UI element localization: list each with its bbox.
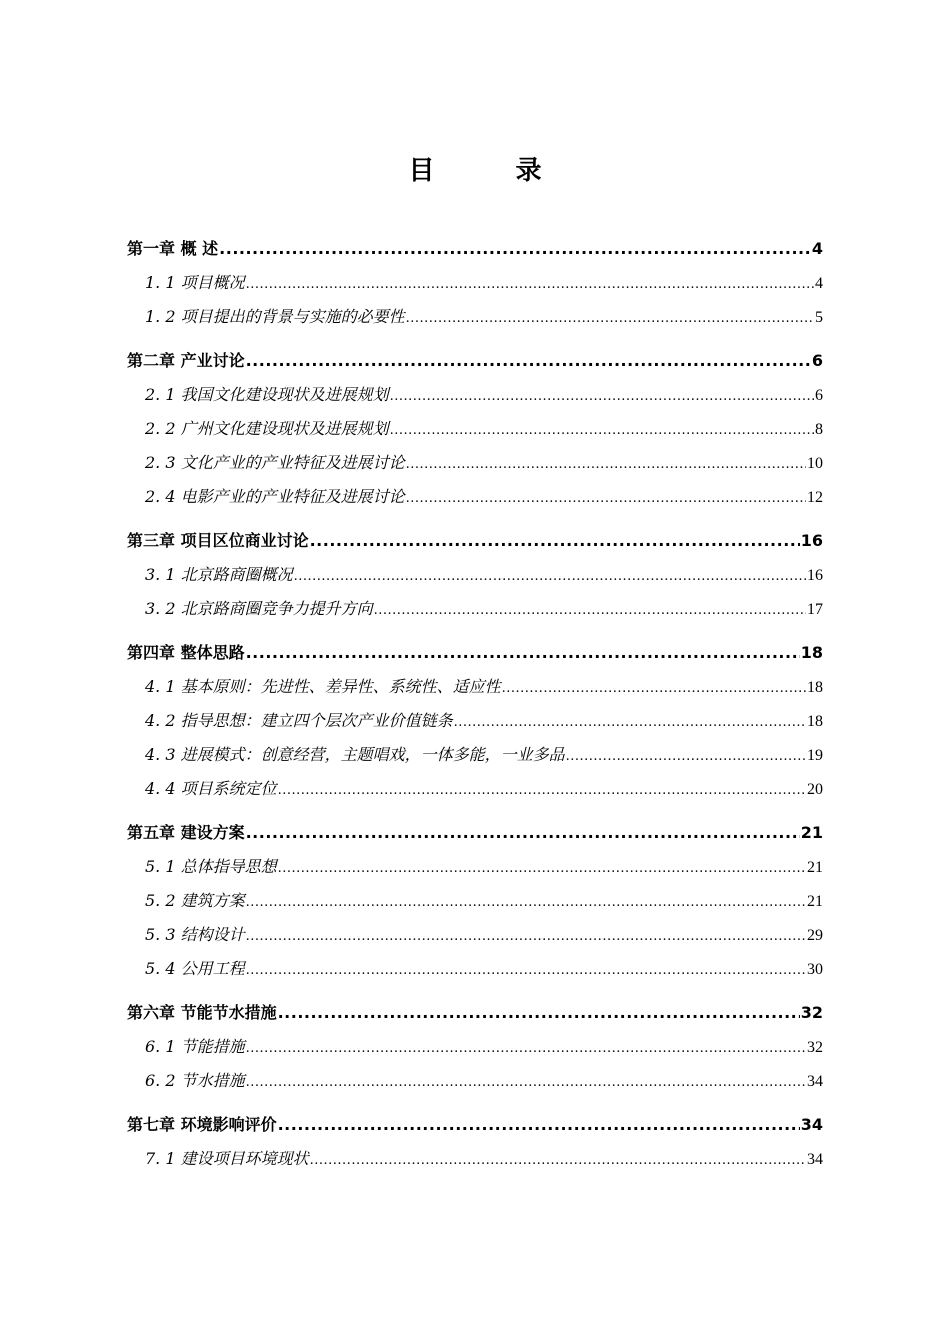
toc-chapter-entry[interactable] (127, 232, 823, 266)
toc-chapter-label: 第五章 建设方案 (127, 823, 245, 842)
toc-chapter-label: 第六章 节能节水措施 (127, 1003, 277, 1022)
toc-page-number: 8 (815, 421, 823, 438)
toc-leader-dots (246, 1032, 806, 1066)
toc-section-entry[interactable] (127, 738, 823, 772)
toc-leader-dots (502, 672, 806, 706)
toc-leader-dots (246, 816, 800, 850)
toc-section-label: 5. 3 结构设计 (145, 925, 245, 944)
toc-chapter-entry[interactable] (127, 816, 823, 850)
toc-leader-dots (246, 954, 806, 988)
toc-page-number: 6 (811, 351, 823, 370)
table-of-contents (127, 232, 823, 1176)
toc-section-label: 4. 3 进展模式：创意经营，主题唱戏，一体多能，一业多品 (145, 745, 565, 764)
toc-chapter-entry[interactable] (127, 524, 823, 558)
toc-chapter-entry[interactable] (127, 1108, 823, 1142)
toc-section-entry[interactable] (127, 850, 823, 884)
toc-section-entry[interactable] (127, 670, 823, 704)
toc-page-number: 12 (807, 489, 823, 506)
toc-section-entry[interactable] (127, 1030, 823, 1064)
toc-leader-dots (406, 302, 814, 336)
toc-page-number: 34 (807, 1073, 823, 1090)
toc-leader-dots (246, 886, 806, 920)
toc-page-number: 34 (800, 1115, 823, 1134)
toc-chapter-label: 第二章 产业讨论 (127, 351, 245, 370)
toc-page-number: 17 (807, 601, 823, 618)
toc-leader-dots (246, 344, 811, 378)
toc-page-number: 32 (800, 1003, 823, 1022)
toc-leader-dots (246, 636, 800, 670)
toc-section-label: 6. 1 节能措施 (145, 1037, 245, 1056)
toc-page-number: 20 (807, 781, 823, 798)
toc-section-entry[interactable] (127, 266, 823, 300)
toc-page-number: 21 (807, 893, 823, 910)
toc-leader-dots (246, 1066, 806, 1100)
toc-leader-dots (566, 740, 806, 774)
toc-section-label: 5. 1 总体指导思想 (145, 857, 277, 876)
toc-page-number: 30 (807, 961, 823, 978)
toc-leader-dots (246, 920, 806, 954)
toc-page-number: 18 (800, 643, 823, 662)
toc-page-number: 18 (807, 713, 823, 730)
toc-chapter-entry[interactable] (127, 344, 823, 378)
toc-section-label: 5. 4 公用工程 (145, 959, 245, 978)
toc-section-label: 3. 1 北京路商圈概况 (145, 565, 293, 584)
toc-leader-dots (278, 852, 806, 886)
toc-leader-dots (310, 1144, 806, 1178)
toc-page-number: 29 (807, 927, 823, 944)
toc-leader-dots (278, 996, 800, 1030)
toc-chapter-entry[interactable] (127, 636, 823, 670)
toc-chapter-label: 第一章 概 述 (127, 239, 219, 258)
toc-page-number: 16 (800, 531, 823, 550)
toc-section-label: 2. 4 电影产业的产业特征及进展讨论 (145, 487, 405, 506)
toc-section-label: 3. 2 北京路商圈竞争力提升方向 (145, 599, 373, 618)
toc-leader-dots (374, 594, 806, 628)
toc-section-label: 7. 1 建设项目环境现状 (145, 1149, 309, 1168)
toc-section-entry[interactable] (127, 1142, 823, 1176)
toc-page-number: 18 (807, 679, 823, 696)
toc-section-entry[interactable] (127, 884, 823, 918)
toc-leader-dots (454, 706, 806, 740)
toc-page-number: 32 (807, 1039, 823, 1056)
toc-section-entry[interactable] (127, 300, 823, 334)
toc-section-entry[interactable] (127, 772, 823, 806)
toc-section-label: 1. 2 项目提出的背景与实施的必要性 (145, 307, 405, 326)
toc-leader-dots (219, 232, 811, 266)
toc-section-label: 4. 1 基本原则：先进性、差异性、系统性、适应性 (145, 677, 501, 696)
toc-leader-dots (406, 448, 806, 482)
toc-leader-dots (390, 380, 814, 414)
toc-section-label: 1. 1 项目概况 (145, 273, 245, 292)
toc-section-entry[interactable] (127, 918, 823, 952)
toc-page-number: 19 (807, 747, 823, 764)
toc-leader-dots (278, 1108, 800, 1142)
toc-leader-dots (246, 268, 814, 302)
toc-section-entry[interactable] (127, 952, 823, 986)
toc-page-number: 16 (807, 567, 823, 584)
toc-page-number: 4 (815, 275, 823, 292)
toc-section-entry[interactable] (127, 704, 823, 738)
toc-section-entry[interactable] (127, 480, 823, 514)
toc-section-label: 2. 2 广州文化建设现状及进展规划 (145, 419, 389, 438)
toc-section-label: 5. 2 建筑方案 (145, 891, 245, 910)
toc-section-label: 4. 2 指导思想：建立四个层次产业价值链条 (145, 711, 453, 730)
page-title: 目 录 (408, 156, 578, 186)
toc-section-entry[interactable] (127, 592, 823, 626)
toc-chapter-entry[interactable] (127, 996, 823, 1030)
toc-chapter-label: 第三章 项目区位商业讨论 (127, 531, 309, 550)
toc-leader-dots (390, 414, 814, 448)
toc-page-number: 34 (807, 1151, 823, 1168)
toc-section-entry[interactable] (127, 1064, 823, 1098)
toc-page-number: 10 (807, 455, 823, 472)
toc-leader-dots (278, 774, 806, 808)
toc-page-number: 4 (811, 239, 823, 258)
toc-section-label: 4. 4 项目系统定位 (145, 779, 277, 798)
toc-section-label: 6. 2 节水措施 (145, 1071, 245, 1090)
toc-leader-dots (294, 560, 806, 594)
toc-page-number: 5 (815, 309, 823, 326)
toc-section-label: 2. 1 我国文化建设现状及进展规划 (145, 385, 389, 404)
toc-page-number: 21 (807, 859, 823, 876)
toc-section-entry[interactable] (127, 412, 823, 446)
toc-page-number: 21 (800, 823, 823, 842)
toc-section-label: 2. 3 文化产业的产业特征及进展讨论 (145, 453, 405, 472)
toc-leader-dots (310, 524, 800, 558)
toc-chapter-label: 第四章 整体思路 (127, 643, 245, 662)
toc-page-number: 6 (815, 387, 823, 404)
toc-section-entry[interactable] (127, 558, 823, 592)
toc-section-entry[interactable] (127, 446, 823, 480)
toc-chapter-label: 第七章 环境影响评价 (127, 1115, 277, 1134)
toc-leader-dots (406, 482, 806, 516)
toc-section-entry[interactable] (127, 378, 823, 412)
